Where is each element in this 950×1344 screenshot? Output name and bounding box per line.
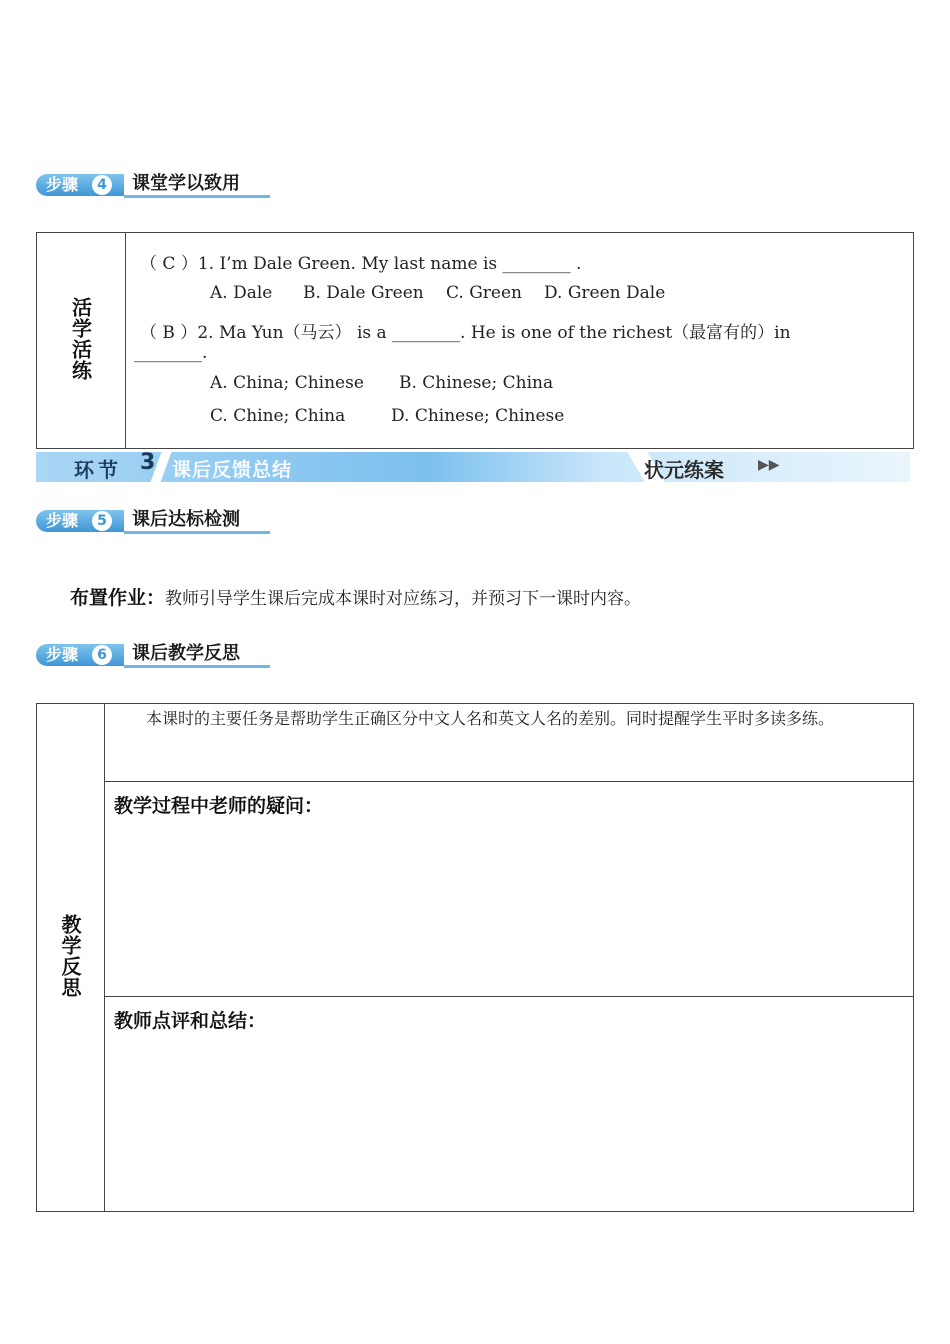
step-5-banner <box>36 508 270 534</box>
banner-number: 3 <box>140 450 156 475</box>
teacher-review-heading: 教师点评和总结： <box>114 1010 267 1032</box>
q2-number: 2. <box>197 323 214 343</box>
q1-line: （ C ）1. I’m Dale Green. My last name is ________ . <box>140 254 582 274</box>
q2-answer: B <box>162 323 175 343</box>
step-label: 步骤 <box>36 174 124 196</box>
teacher-questions-cell <box>105 782 914 997</box>
reflection-side-cell <box>37 704 105 1212</box>
q1-option-d: D. Green Dale <box>544 283 666 303</box>
teacher-review-cell <box>105 997 914 1212</box>
step-4-banner <box>36 172 270 198</box>
step-underline <box>124 531 270 534</box>
section-banner <box>36 452 910 482</box>
step-title: 课后达标检测 <box>132 509 240 530</box>
q1-option-b: B. Dale Green <box>303 283 424 303</box>
step-number: 4 <box>92 175 112 195</box>
step-underline <box>124 195 270 198</box>
q2-text: Ma Yun（马云） is a ________. He is one of the richest（最富有的）in <box>218 323 791 343</box>
step-number: 5 <box>92 511 112 531</box>
reflection-summary-text: 本课时的主要任务是帮助学生正确区分中文人名和英文人名的差别。同时提醒学生平时多读多练。 <box>146 709 835 728</box>
q2-option-a: A. China; Chinese <box>210 373 364 393</box>
reflection-summary-cell <box>105 704 914 782</box>
q2-option-c: C. Chine; China <box>210 406 346 426</box>
double-arrow-icon: ▶▶ <box>758 457 780 473</box>
practice-side-cell <box>37 233 126 449</box>
practice-content-cell <box>126 233 914 449</box>
q1-number: 1. <box>197 254 215 274</box>
banner-right-text: 状元练案 <box>644 458 724 482</box>
reflection-side-label: 教学反思 <box>58 913 82 998</box>
q1-option-a: A. Dale <box>210 283 273 303</box>
step-underline <box>124 665 270 668</box>
q1-text: I’m Dale Green. My last name is ________ . <box>219 254 582 274</box>
step-title: 课堂学以致用 <box>132 173 240 194</box>
q1-option-c: C. Green <box>446 283 522 303</box>
homework-label: 布置作业： <box>70 587 166 609</box>
practice-table <box>36 232 914 449</box>
homework-line <box>70 583 641 610</box>
q2-option-b: B. Chinese; China <box>399 373 554 393</box>
step-number: 6 <box>92 645 112 665</box>
reflection-table <box>36 703 914 1212</box>
practice-side-label: 活学活练 <box>68 296 93 381</box>
step-6-banner <box>36 642 270 668</box>
step-label: 步骤 <box>36 644 124 666</box>
q2-line: （ B ）2. Ma Yun（马云） is a ________. He is one of the richest（最富有的）in <box>140 323 791 343</box>
homework-text: 教师引导学生课后完成本课时对应练习，并预习下一课时内容。 <box>165 589 642 609</box>
banner-left-text: 环节 <box>74 458 122 482</box>
q1-answer: C <box>162 254 176 274</box>
q2-option-d: D. Chinese; Chinese <box>391 406 565 426</box>
step-title: 课后教学反思 <box>132 643 240 664</box>
step-label: 步骤 <box>36 510 124 532</box>
teacher-questions-heading: 教学过程中老师的疑问： <box>114 795 324 817</box>
q2-line-2: ________. <box>134 343 208 363</box>
reflection-summary <box>106 705 912 731</box>
banner-title: 课后反馈总结 <box>172 459 293 481</box>
